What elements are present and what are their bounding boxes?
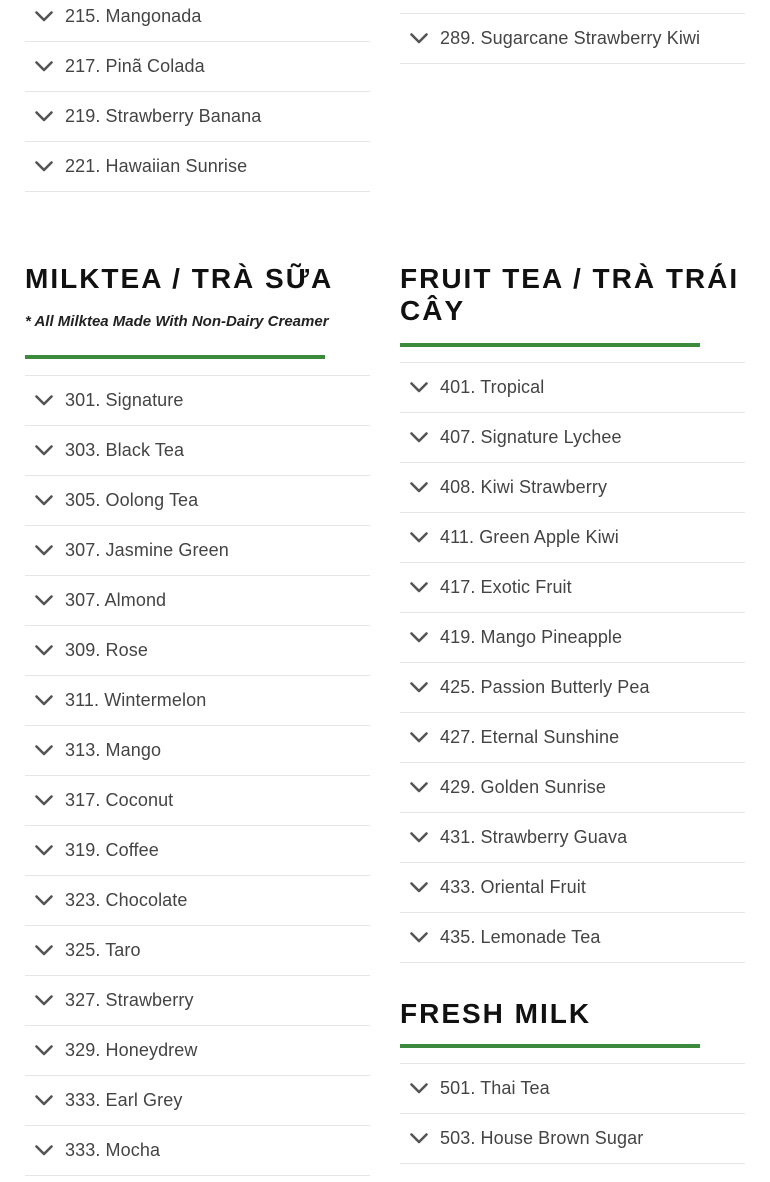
accordion-item[interactable]	[400, 613, 745, 663]
accordion-item-label: 307. Jasmine Green	[65, 540, 229, 560]
chevron-down-icon	[35, 61, 53, 73]
chevron-down-icon	[410, 882, 428, 894]
accordion-item-label: 313. Mango	[65, 740, 162, 760]
accordion-item-label: 217. Pinã Colada	[65, 56, 205, 76]
accordion-item[interactable]	[25, 426, 370, 476]
accordion-item[interactable]	[25, 576, 370, 626]
section-divider	[25, 355, 325, 359]
chevron-down-icon	[410, 33, 428, 45]
accordion-item[interactable]	[400, 14, 745, 64]
accordion-item-label: 408. Kiwi Strawberry	[440, 477, 608, 497]
chevron-down-icon	[410, 682, 428, 694]
accordion-item-label: 221. Hawaiian Sunrise	[65, 156, 248, 176]
accordion-item-label: 215. Mangonada	[65, 6, 202, 26]
accordion-item[interactable]	[25, 1076, 370, 1126]
accordion-item-label: 407. Signature Lychee	[440, 427, 622, 447]
accordion-item[interactable]	[25, 526, 370, 576]
accordion-item[interactable]	[400, 713, 745, 763]
chevron-down-icon	[35, 895, 53, 907]
accordion-item-label: 417. Exotic Fruit	[440, 577, 572, 597]
chevron-down-icon	[35, 845, 53, 857]
accordion-item[interactable]	[400, 1063, 745, 1114]
accordion-item[interactable]	[25, 1026, 370, 1076]
accordion-list	[400, 0, 745, 64]
accordion-item-label: 429. Golden Sunrise	[440, 777, 607, 797]
milktea-section	[25, 263, 370, 1176]
accordion-item-label: 501. Thai Tea	[440, 1078, 550, 1098]
chevron-down-icon	[410, 482, 428, 494]
accordion-item-label: 305. Oolong Tea	[65, 490, 199, 510]
accordion-item-label: 327. Strawberry	[65, 990, 194, 1010]
accordion-item-label: 289. Sugarcane Strawberry Kiwi	[440, 28, 701, 48]
chevron-down-icon	[410, 532, 428, 544]
accordion-item[interactable]	[25, 92, 370, 142]
accordion-item-label: 325. Taro	[65, 940, 141, 960]
chevron-down-icon	[410, 582, 428, 594]
chevron-down-icon	[410, 432, 428, 444]
accordion-item[interactable]	[25, 926, 370, 976]
chevron-down-icon	[410, 932, 428, 944]
fresh-milk-section	[400, 998, 745, 1164]
chevron-down-icon	[35, 795, 53, 807]
accordion-item-label: 333. Mocha	[65, 1140, 161, 1160]
chevron-down-icon	[35, 1095, 53, 1107]
accordion-item[interactable]	[400, 362, 745, 413]
chevron-down-icon	[35, 695, 53, 707]
chevron-down-icon	[35, 395, 53, 407]
accordion-item[interactable]	[400, 913, 745, 963]
accordion-item[interactable]	[400, 763, 745, 813]
chevron-down-icon	[410, 1133, 428, 1145]
chevron-down-icon	[410, 632, 428, 644]
chevron-down-icon	[35, 945, 53, 957]
chevron-down-icon	[410, 832, 428, 844]
chevron-down-icon	[35, 495, 53, 507]
accordion-item-label: 427. Eternal Sunshine	[440, 727, 620, 747]
chevron-down-icon	[410, 382, 428, 394]
accordion-item-label: 401. Tropical	[440, 377, 545, 397]
chevron-down-icon	[410, 782, 428, 794]
chevron-down-icon	[35, 1145, 53, 1157]
milktea-accordion	[25, 375, 370, 1176]
accordion-item[interactable]	[25, 676, 370, 726]
accordion-item[interactable]	[400, 513, 745, 563]
accordion-item-label: 301. Signature	[65, 390, 184, 410]
accordion-item[interactable]	[400, 813, 745, 863]
accordion-item[interactable]	[25, 375, 370, 426]
fruit-tea-accordion	[400, 362, 745, 963]
chevron-down-icon	[410, 732, 428, 744]
accordion-item[interactable]	[25, 1126, 370, 1176]
accordion-item[interactable]	[25, 42, 370, 92]
accordion-item[interactable]	[400, 663, 745, 713]
chevron-down-icon	[35, 545, 53, 557]
accordion-item[interactable]	[25, 826, 370, 876]
accordion-list	[25, 0, 370, 192]
accordion-item[interactable]	[400, 863, 745, 913]
chevron-down-icon	[35, 1045, 53, 1057]
accordion-item[interactable]	[400, 413, 745, 463]
milktea-title: MILKTEA / TRÀ SỮA	[25, 263, 334, 294]
accordion-item[interactable]	[25, 726, 370, 776]
chevron-down-icon	[35, 111, 53, 123]
chevron-down-icon	[35, 445, 53, 457]
accordion-item[interactable]	[25, 626, 370, 676]
fresh-milk-accordion	[400, 1063, 745, 1164]
accordion-item[interactable]	[25, 776, 370, 826]
accordion-item-label: 323. Chocolate	[65, 890, 188, 910]
accordion-item[interactable]	[25, 976, 370, 1026]
fruit-tea-section	[400, 263, 745, 963]
accordion-item-label: 307. Almond	[65, 590, 167, 610]
chevron-down-icon	[35, 995, 53, 1007]
accordion-item-label: 431. Strawberry Guava	[440, 827, 628, 847]
accordion-item[interactable]	[400, 563, 745, 613]
accordion-item[interactable]	[25, 0, 370, 42]
chevron-down-icon	[410, 1083, 428, 1095]
accordion-item-label: 411. Green Apple Kiwi	[440, 527, 619, 547]
chevron-down-icon	[35, 11, 53, 23]
chevron-down-icon	[35, 595, 53, 607]
accordion-top-right	[400, 0, 745, 64]
accordion-item[interactable]	[400, 1114, 745, 1164]
accordion-item[interactable]	[400, 463, 745, 513]
accordion-item[interactable]	[25, 142, 370, 192]
accordion-item-label: 303. Black Tea	[65, 440, 185, 460]
accordion-item-label: 433. Oriental Fruit	[440, 877, 586, 897]
accordion-item-label: 425. Passion Butterly Pea	[440, 677, 650, 697]
section-divider	[400, 343, 700, 347]
accordion-item[interactable]	[25, 876, 370, 926]
accordion-item-label: 319. Coffee	[65, 840, 159, 860]
chevron-down-icon	[35, 645, 53, 657]
accordion-item-label: 419. Mango Pineapple	[440, 627, 623, 647]
accordion-top-left	[25, 0, 370, 192]
section-divider	[400, 1044, 700, 1048]
accordion-item-label: 219. Strawberry Banana	[65, 106, 262, 126]
milktea-note: * All Milktea Made With Non-Dairy Creamer	[25, 313, 329, 330]
accordion-item-label: 309. Rose	[65, 640, 148, 660]
accordion-item-label: 311. Wintermelon	[65, 690, 207, 710]
accordion-item-label: 435. Lemonade Tea	[440, 927, 601, 947]
chevron-down-icon	[35, 161, 53, 173]
fresh-milk-title: FRESH MILK	[400, 998, 592, 1029]
accordion-item[interactable]	[25, 476, 370, 526]
fruit-tea-title: FRUIT TEA / TRÀ TRÁI CÂY	[400, 263, 740, 326]
chevron-down-icon	[35, 745, 53, 757]
accordion-item-label: 329. Honeydrew	[65, 1040, 198, 1060]
accordion-item[interactable]	[400, 0, 745, 14]
accordion-item-label: 333. Earl Grey	[65, 1090, 183, 1110]
accordion-item-label: 317. Coconut	[65, 790, 174, 810]
accordion-item-label: 503. House Brown Sugar	[440, 1128, 644, 1148]
